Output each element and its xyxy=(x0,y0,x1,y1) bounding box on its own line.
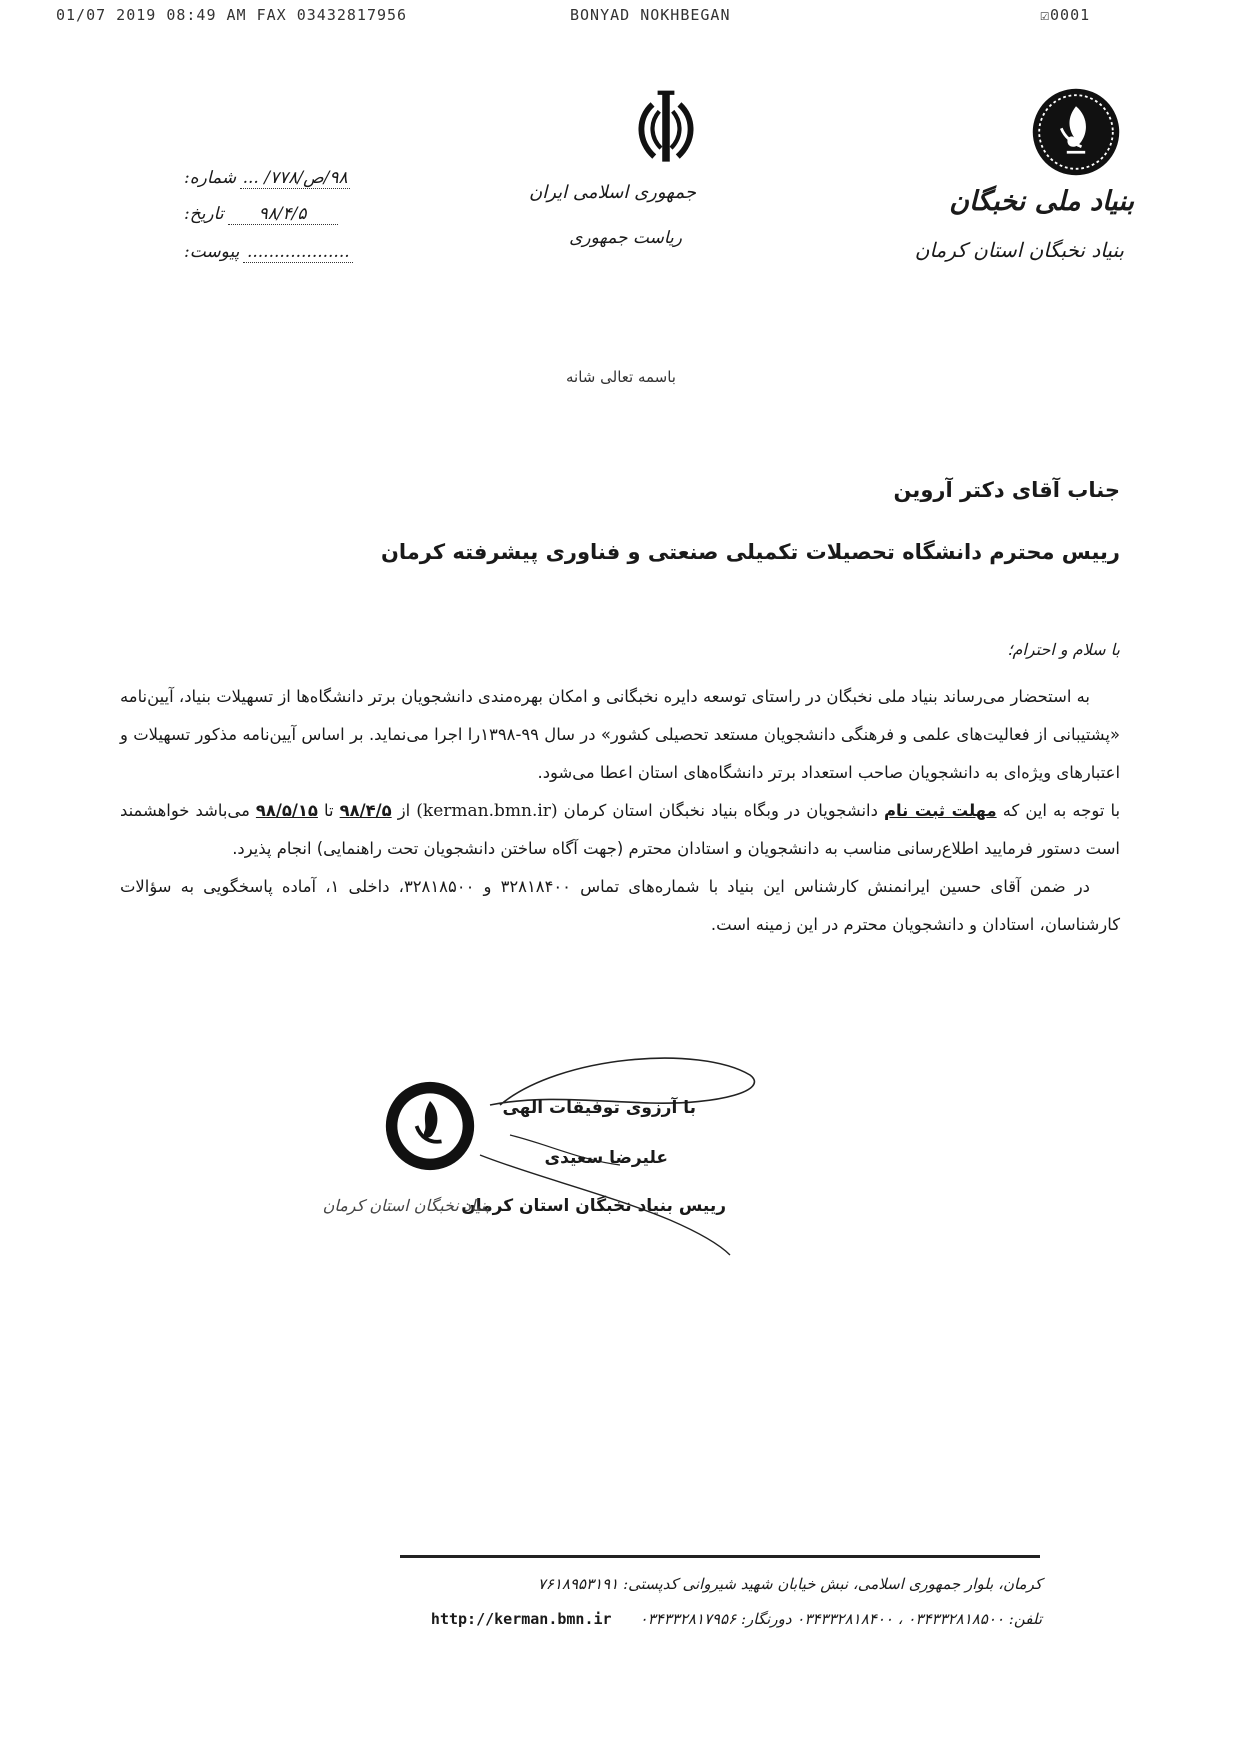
fax-header-center: BONYAD NOKHBEGAN xyxy=(570,6,731,24)
letter-date xyxy=(184,204,384,225)
recipient-title: جناب آقای دکتر آروین xyxy=(893,478,1120,502)
footer-contact xyxy=(431,1610,1042,1628)
salutation: با سلام و احترام؛ xyxy=(1007,640,1120,659)
footer-divider xyxy=(400,1555,1040,1558)
org-sub-name: بنیاد نخبگان استان کرمان xyxy=(914,238,1124,262)
fax-page-number: 0001 xyxy=(1050,6,1091,24)
body-paragraph-3: در ضمن آقای حسین ایرانمنش کارشناس این بنیاد با شماره‌های تماس ۳۲۸۱۸۴۰۰ و ۳۲۸۱۸۵۰۰، داخلی ۱، آماده پاسخگویی به سؤالات کارشناسان، استادان و دانشجویان محترم در این زمینه است. xyxy=(120,877,1120,934)
letter-number-value: ۹۸/ص/۷۷۸/ ... xyxy=(240,168,350,189)
body-p2-text-b: دانشجویان در وبگاه بنیاد نخبگان استان کرمان xyxy=(563,801,878,820)
body-p2-text-c: از xyxy=(397,801,411,820)
registration-deadline: مهلت ثبت نام xyxy=(883,801,997,820)
footer-address: کرمان، بلوار جمهوری اسلامی، نبش خیابان شهید شیروانی کدپستی: ۷۶۱۸۹۵۳۱۹۱ xyxy=(537,1575,1042,1593)
org-main-name: بنیاد ملی نخبگان xyxy=(949,186,1134,217)
body-paragraph-2 xyxy=(120,792,1120,868)
letter-date-value: ۹۸/۴/۵ xyxy=(228,204,338,225)
fax-header-page xyxy=(1040,6,1090,24)
signatory-name: علیرضا سعیدی xyxy=(544,1148,668,1168)
letter-number xyxy=(184,168,384,189)
official-stamp-icon xyxy=(382,1078,478,1174)
letter-attachment-value: ................... xyxy=(243,242,353,263)
letter-number-label: شماره: xyxy=(184,168,237,188)
body-p2-text-e: می‌باشد خواهشمند است دستور فرمایید اطلاع‌رسانی مناسب به دانشجویان و استادان محترم (جهت آگاه ساختن دانشجویان تحت راهنمایی) انجام پذیرد. xyxy=(120,801,1120,858)
deadline-to-date: ۹۸/۵/۱۵ xyxy=(255,801,318,820)
footer-website-link[interactable]: http://kerman.bmn.ir xyxy=(430,1610,612,1628)
body-p2-text-a: با توجه به این که xyxy=(1002,801,1121,820)
stamp-text: بنیاد نخبگان استان کرمان xyxy=(322,1196,490,1215)
gov-line-2: ریاست جمهوری xyxy=(569,228,682,248)
body-p2-text-d: تا xyxy=(324,801,334,820)
letter-attachment xyxy=(184,242,384,263)
invocation: باسمه تعالی شانه xyxy=(566,368,676,386)
footer-phone: تلفن: ۰۳۴۳۳۲۸۱۸۵۰۰ ، ۰۳۴۳۳۲۸۱۸۴۰۰ دورنگار: ۰۳۴۳۳۲۸۱۷۹۵۶ xyxy=(639,1610,1042,1628)
letter-body xyxy=(120,678,1120,944)
signature-closing: با آرزوی توفیقات الهی xyxy=(502,1098,696,1118)
letter-date-label: تاریخ: xyxy=(184,204,224,224)
fax-page-icon: ☑ xyxy=(1040,6,1051,24)
body-website-link[interactable]: (kerman.bmn.ir) xyxy=(416,801,558,821)
recipient-position: رییس محترم دانشگاه تحصیلات تکمیلی صنعتی و فناوری پیشرفته کرمان xyxy=(380,540,1120,564)
deadline-from-date: ۹۸/۴/۵ xyxy=(339,801,392,820)
fax-header-left: 01/07 2019 08:49 AM FAX 03432817956 xyxy=(56,6,408,24)
gov-line-1: جمهوری اسلامی ایران xyxy=(529,182,696,203)
signatory-title: رییس بنیاد نخبگان استان کرمان xyxy=(461,1196,726,1216)
letter-attachment-label: پیوست: xyxy=(184,242,240,262)
foundation-logo-icon xyxy=(1030,86,1122,178)
iran-emblem-icon xyxy=(624,86,708,170)
body-paragraph-1: به استحضار می‌رساند بنیاد ملی نخبگان در راستای توسعه دایره نخبگانی و امکان بهره‌مندی دانشجویان برتر دانشگاه‌ها از تسهیلات بنیاد، آیین‌نامه «پشتیبانی از فعالیت‌های علمی و فرهنگی دانشجویان مستعد تحصیلی کشور» در سال ۹۹-۱۳۹۸را اجرا می‌نماید. بر اساس آیین‌نامه مذکور تسهیلات و اعتبارهای ویژه‌ای به دانشجویان صاحب استعداد برتر دانشگاه‌های استان اعطا می‌شود. xyxy=(120,687,1121,782)
